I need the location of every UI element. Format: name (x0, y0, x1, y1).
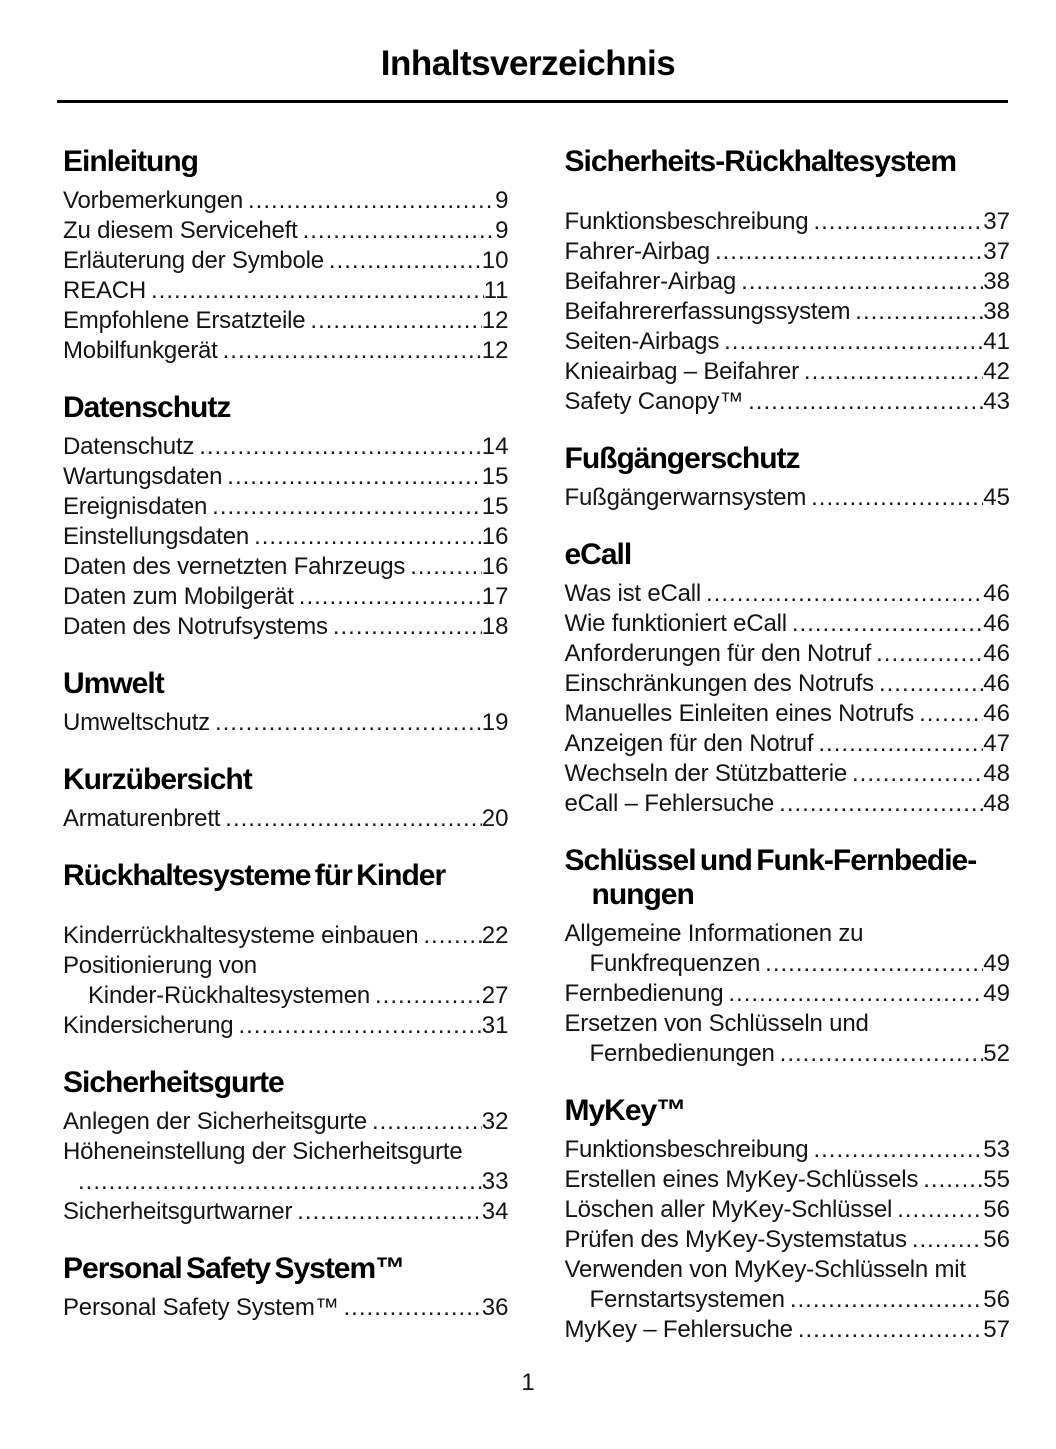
entry-label: Beifahrer-Airbag (564, 268, 737, 295)
dot-leader (423, 921, 481, 951)
toc-entry (63, 708, 509, 738)
entry-page-number: 46 (983, 610, 1010, 637)
entry-label: REACH (63, 277, 147, 304)
dot-leader (879, 669, 983, 699)
toc-entry (565, 1315, 1011, 1345)
entry-page-number: 18 (481, 613, 509, 640)
entry-label: Prüfen des MyKey-Systemstatus (564, 1226, 907, 1253)
toc-column-left (63, 145, 509, 1323)
entry-page-number: 16 (481, 523, 509, 550)
toc-entry (63, 246, 509, 276)
dot-leader (344, 1293, 482, 1323)
entry-label-continued: Fernbedienungen (589, 1040, 775, 1067)
dot-leader (813, 1135, 983, 1165)
page-number: 1 (521, 1369, 535, 1396)
section-datenschutz (63, 391, 509, 642)
dot-leader (919, 699, 983, 729)
entry-page-number: 46 (983, 640, 1010, 667)
toc-entry (63, 1107, 509, 1137)
entry-label: eCall – Fehlersuche (564, 790, 775, 817)
toc-entry (63, 612, 509, 642)
entry-page-number: 56 (983, 1286, 1010, 1313)
dot-leader (299, 582, 482, 612)
section-ecall (565, 538, 1011, 819)
dot-leader (310, 306, 481, 336)
dot-leader (804, 357, 983, 387)
entry-label: MyKey – Fehlersuche (564, 1316, 793, 1343)
entry-page-number: 45 (983, 484, 1010, 511)
entry-page-number: 17 (481, 583, 509, 610)
entry-page-number: 49 (983, 950, 1010, 977)
entry-label: Fahrer-Airbag (564, 238, 710, 265)
section-kurzuebersicht (63, 763, 509, 834)
entry-label-continued: Kinder-Rückhaltesystemen (88, 982, 370, 1009)
section-heading: Rückhaltesysteme für Kinder (63, 859, 446, 892)
section-heading-line2: nungen (591, 878, 694, 911)
entry-page-number: 9 (495, 187, 509, 214)
entry-label: Fußgängerwarnsystem (564, 484, 807, 511)
section-heading: Kurzübersicht (63, 763, 252, 796)
section-heading (565, 844, 1011, 912)
entry-page-number: 42 (983, 358, 1010, 385)
entry-label: Anforderungen für den Notruf (564, 640, 872, 667)
entry-page-number: 48 (983, 760, 1010, 787)
entry-page-number: 9 (495, 217, 509, 244)
section-heading: eCall (564, 538, 632, 571)
toc-entry (63, 1137, 509, 1197)
entry-label: Safety Canopy™ (564, 388, 744, 415)
section-mykey (565, 1094, 1011, 1345)
entry-page-number: 31 (481, 1012, 509, 1039)
entry-label: Anzeigen für den Notruf (564, 730, 814, 757)
entry-page-number: 53 (983, 1136, 1010, 1163)
toc-columns (63, 145, 1010, 1345)
dot-leader (765, 949, 983, 979)
entry-label: Daten des Notrufsystems (63, 613, 328, 640)
entry-page-number: 15 (481, 493, 509, 520)
toc-entry (63, 522, 509, 552)
entry-label: Einschränkungen des Notrufs (564, 670, 874, 697)
toc-entry (565, 609, 1011, 639)
entry-label: Seiten-Airbags (564, 328, 720, 355)
toc-entry (63, 552, 509, 582)
toc-entry (63, 462, 509, 492)
toc-entry (565, 267, 1011, 297)
entry-page-number: 46 (983, 580, 1010, 607)
entry-label: Knieairbag – Beifahrer (564, 358, 799, 385)
section-heading: Fußgängerschutz (564, 442, 800, 475)
dot-leader (372, 1107, 482, 1137)
entry-page-number: 47 (983, 730, 1010, 757)
toc-entry (63, 921, 509, 951)
dot-leader (811, 483, 983, 513)
title-divider (57, 100, 1008, 103)
section-schluessel-funkfernbedienungen (565, 844, 1011, 1069)
dot-leader (333, 612, 482, 642)
toc-entry (63, 951, 509, 1011)
entry-label: Kindersicherung (63, 1012, 234, 1039)
entry-label: Löschen aller MyKey-Schlüssel (564, 1196, 893, 1223)
dot-leader (818, 729, 983, 759)
entry-page-number: 20 (481, 805, 509, 832)
dot-leader (375, 981, 482, 1011)
toc-entry (565, 979, 1011, 1009)
dot-leader (852, 759, 983, 789)
entry-page-number: 46 (983, 670, 1010, 697)
toc-entry (63, 804, 509, 834)
dot-leader (779, 789, 983, 819)
dot-leader (912, 1225, 983, 1255)
dot-leader (199, 432, 482, 462)
toc-entry (565, 237, 1011, 267)
entry-label: Datenschutz (63, 433, 195, 460)
dot-leader (303, 216, 496, 246)
toc-column-right (565, 145, 1011, 1345)
entry-label: Sicherheitsgurtwarner (63, 1198, 293, 1225)
dot-leader (792, 609, 983, 639)
section-sicherheits-rueckhaltesystem (565, 145, 1011, 417)
toc-entry (63, 1293, 509, 1323)
toc-entry (565, 483, 1011, 513)
entry-label: Ereignisdaten (63, 493, 208, 520)
toc-entry (63, 276, 509, 306)
toc-entry (565, 789, 1011, 819)
entry-label: Umweltschutz (63, 709, 210, 736)
toc-entry (565, 297, 1011, 327)
dot-leader (876, 639, 983, 669)
dot-leader (212, 492, 482, 522)
entry-page-number: 56 (983, 1196, 1010, 1223)
entry-page-number: 10 (481, 247, 509, 274)
entry-label: Positionierung von (63, 952, 257, 979)
entry-label: Wie funktioniert eCall (564, 610, 787, 637)
entry-page-number: 48 (983, 790, 1010, 817)
entry-label: Verwenden von MyKey-Schlüsseln mit (564, 1256, 966, 1283)
toc-entry (565, 1195, 1011, 1225)
toc-entry (565, 699, 1011, 729)
entry-page-number: 15 (481, 463, 509, 490)
entry-page-number: 19 (481, 709, 509, 736)
dot-leader (151, 276, 484, 306)
toc-entry (565, 1225, 1011, 1255)
dot-leader (780, 1039, 984, 1069)
dot-leader (715, 237, 983, 267)
dot-leader (923, 1165, 983, 1195)
dot-leader (798, 1315, 983, 1345)
toc-entry (565, 639, 1011, 669)
entry-label: Daten des vernetzten Fahrzeugs (63, 553, 406, 580)
dot-leader (248, 186, 495, 216)
entry-page-number: 36 (481, 1294, 509, 1321)
entry-label: Wartungsdaten (63, 463, 223, 490)
page-title: Inhaltsverzeichnis (380, 44, 676, 83)
entry-label: Personal Safety System™ (63, 1294, 339, 1321)
entry-label-continued: Funkfrequenzen (589, 950, 761, 977)
entry-page-number: 22 (481, 922, 509, 949)
entry-page-number: 41 (983, 328, 1010, 355)
section-sicherheitsgurte (63, 1066, 509, 1227)
entry-label: Funktionsbeschreibung (564, 1136, 809, 1163)
entry-label: Kinderrückhaltesysteme einbauen (63, 922, 419, 949)
toc-entry (63, 186, 509, 216)
toc-entry (565, 1135, 1011, 1165)
toc-entry (565, 327, 1011, 357)
entry-label: Manuelles Einleiten eines Notrufs (564, 700, 915, 727)
dot-leader (706, 579, 983, 609)
toc-entry (565, 669, 1011, 699)
section-heading: Sicherheits-Rückhaltesystem (564, 145, 957, 178)
section-heading: MyKey™ (564, 1094, 686, 1127)
section-heading: Einleitung (63, 145, 198, 178)
toc-entry (63, 492, 509, 522)
toc-entry (565, 357, 1011, 387)
dot-leader (724, 327, 983, 357)
entry-label: Was ist eCall (564, 580, 702, 607)
toc-entry (565, 919, 1011, 979)
entry-page-number: 16 (481, 553, 509, 580)
entry-label: Daten zum Mobilgerät (63, 583, 294, 610)
section-rueckhaltesysteme-kinder (63, 859, 509, 1041)
entry-label: Höheneinstellung der Sicherheitsgurte (63, 1138, 463, 1165)
section-heading: Datenschutz (63, 391, 231, 424)
entry-label: Allgemeine Informationen zu (564, 920, 864, 947)
entry-page-number: 56 (983, 1226, 1010, 1253)
section-heading: Personal Safety System™ (63, 1252, 405, 1285)
dot-leader (329, 246, 482, 276)
entry-page-number: 33 (481, 1168, 509, 1195)
entry-page-number: 12 (481, 337, 509, 364)
entry-page-number: 32 (481, 1108, 509, 1135)
toc-entry (565, 1009, 1011, 1069)
toc-entry (63, 1011, 509, 1041)
entry-label: Erstellen eines MyKey-Schlüssels (564, 1166, 919, 1193)
entry-label: Erläuterung der Symbole (63, 247, 324, 274)
toc-entry (565, 1165, 1011, 1195)
entry-page-number: 38 (983, 298, 1010, 325)
entry-label: Fernbedienung (564, 980, 724, 1007)
entry-page-number: 11 (483, 277, 509, 304)
dot-leader (227, 462, 482, 492)
entry-label: Anlegen der Sicherheitsgurte (63, 1108, 367, 1135)
entry-page-number: 12 (481, 307, 509, 334)
toc-entry (63, 432, 509, 462)
entry-page-number: 37 (983, 238, 1010, 265)
section-umwelt (63, 667, 509, 738)
section-fussgaengerschutz (565, 442, 1011, 513)
dot-leader (225, 804, 482, 834)
entry-label: Vorbemerkungen (63, 187, 243, 214)
entry-label: Empfohlene Ersatzteile (63, 307, 306, 334)
dot-leader (78, 1167, 482, 1197)
dot-leader (410, 552, 482, 582)
entry-page-number: 49 (983, 980, 1010, 1007)
toc-entry (565, 1255, 1011, 1315)
section-heading: Umwelt (63, 667, 164, 700)
toc-entry (565, 759, 1011, 789)
dot-leader (748, 387, 983, 417)
entry-page-number: 52 (983, 1040, 1010, 1067)
dot-leader (855, 297, 983, 327)
section-personal-safety-system (63, 1252, 509, 1323)
entry-page-number: 27 (481, 982, 509, 1009)
dot-leader (297, 1197, 482, 1227)
toc-entry (565, 579, 1011, 609)
toc-entry (63, 216, 509, 246)
toc-entry (565, 207, 1011, 237)
entry-page-number: 46 (983, 700, 1010, 727)
toc-entry (63, 1197, 509, 1227)
section-einleitung (63, 145, 509, 366)
entry-label: Beifahrererfassungssystem (564, 298, 851, 325)
entry-page-number: 43 (983, 388, 1010, 415)
entry-page-number: 38 (983, 268, 1010, 295)
section-heading-line1: Schlüssel und Funk-Fernbedie- (564, 844, 977, 877)
entry-page-number: 14 (481, 433, 509, 460)
entry-label: Einstellungsdaten (63, 523, 250, 550)
entry-page-number: 37 (983, 208, 1010, 235)
entry-label: Mobilfunkgerät (63, 337, 218, 364)
dot-leader (790, 1285, 983, 1315)
entry-label: Funktionsbeschreibung (564, 208, 809, 235)
entry-label: Zu diesem Serviceheft (63, 217, 298, 244)
toc-entry (63, 582, 509, 612)
entry-page-number: 57 (983, 1316, 1010, 1343)
entry-label-continued: Fernstartsystemen (589, 1286, 785, 1313)
toc-entry (565, 729, 1011, 759)
toc-entry (63, 306, 509, 336)
entry-page-number: 34 (481, 1198, 509, 1225)
dot-leader (238, 1011, 481, 1041)
dot-leader (897, 1195, 983, 1225)
dot-leader (254, 522, 482, 552)
toc-entry (63, 336, 509, 366)
dot-leader (223, 336, 482, 366)
dot-leader (215, 708, 482, 738)
dot-leader (741, 267, 983, 297)
section-heading: Sicherheitsgurte (63, 1066, 284, 1099)
entry-label: Wechseln der Stützbatterie (564, 760, 848, 787)
entry-label: Ersetzen von Schlüsseln und (564, 1010, 869, 1037)
dot-leader (728, 979, 983, 1009)
entry-label: Armaturenbrett (63, 805, 221, 832)
toc-entry (565, 387, 1011, 417)
dot-leader (813, 207, 983, 237)
entry-page-number: 55 (983, 1166, 1010, 1193)
